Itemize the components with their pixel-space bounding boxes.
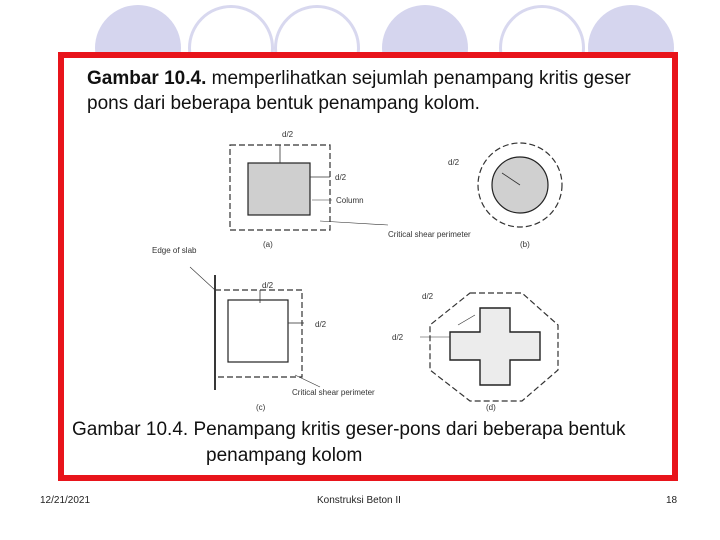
heading-text: memperlihatkan sejumlah penampang kritis geser pons dari beberapa bentuk penampang kolom. — [87, 68, 631, 114]
slide-caption — [72, 417, 672, 469]
fig-c-d2-side: d/2 — [315, 320, 327, 329]
footer-date: 12/21/2021 — [40, 495, 91, 506]
caption-line2: penampang kolom — [206, 445, 363, 466]
footer-title: Konstruksi Beton II — [317, 495, 401, 506]
figure-c-edge-column — [152, 246, 375, 412]
slide-heading — [87, 66, 677, 116]
figure-d-cruciform-column — [392, 292, 558, 412]
footer-page-number: 18 — [666, 495, 678, 506]
critical-shear-figure — [130, 125, 610, 415]
fig-a-d2-side: d/2 — [335, 173, 347, 182]
caption-line1: . Penampang kritis geser-pons dari beberapa bentuk — [182, 419, 626, 440]
fig-c-d2-top: d/2 — [262, 281, 274, 290]
fig-a-critical-perimeter: Critical shear perimeter — [388, 230, 471, 239]
fig-d-d2-top: d/2 — [422, 292, 434, 301]
fig-c-critical-perimeter: Critical shear perimeter — [292, 388, 375, 397]
fig-b-d2: d/2 — [448, 158, 460, 167]
caption-figure-ref: Gambar 10.4 — [72, 419, 183, 440]
fig-a-d2-top: d/2 — [282, 130, 294, 139]
fig-c-edge-of-slab: Edge of slab — [152, 246, 197, 255]
fig-a-column-label: Column — [336, 196, 364, 205]
fig-b-label: (b) — [520, 240, 530, 249]
fig-a-label: (a) — [263, 240, 273, 249]
fig-d-label: (d) — [486, 403, 496, 412]
heading-figure-ref: Gambar 10.4. — [87, 68, 207, 89]
figure-a-square-column — [230, 130, 471, 249]
fig-c-label: (c) — [256, 403, 266, 412]
fig-d-d2-side: d/2 — [392, 333, 404, 342]
